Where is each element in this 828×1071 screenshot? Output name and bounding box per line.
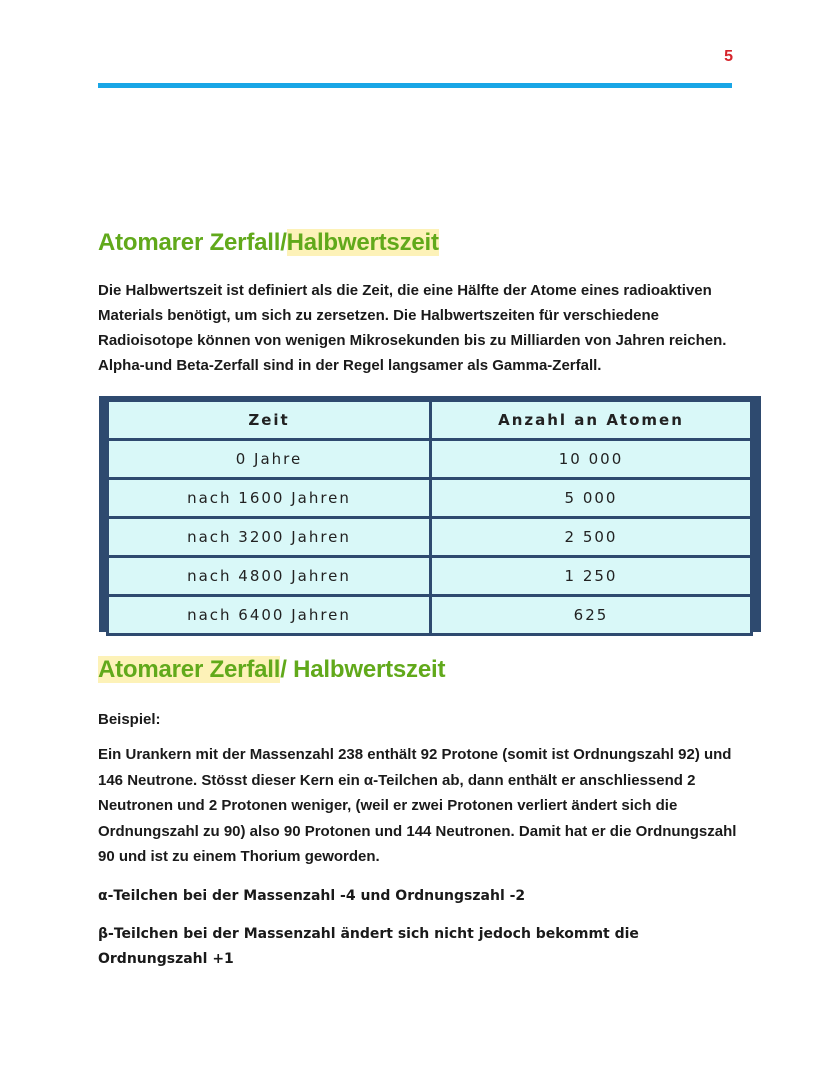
- cell-time: 0 Jahre: [108, 440, 431, 479]
- cell-time: nach 4800 Jahren: [108, 557, 431, 596]
- table-header-row: [108, 401, 752, 440]
- cell-count: 5 000: [431, 479, 752, 518]
- top-divider: [98, 83, 732, 88]
- example-paragraph: Ein Urankern mit der Massenzahl 238 enthält 92 Protone (somit ist Ordnungszahl 92) und 146 Neutrone. Stösst dieser Kern ein α-Teilchen ab, dann enthält er anschliessend 2 Neutronen und 2 Protonen weniger, (weil er zwei Protonen verliert ändert sich die Ordnungszahl zu 90) also 90 Protonen und 144 Neutronen. Damit hat er die Ordnungszahl 90 und ist zu einem Thorium geworden.: [98, 746, 737, 866]
- section-title-halbwertszeit: [98, 228, 439, 258]
- beta-note: β-Teilchen bei der Massenzahl ändert sich nicht jedoch bekommt die Ordnungszahl +1: [98, 926, 639, 967]
- title-highlight: Halbwertszeit: [286, 229, 439, 256]
- halflife-table-frame: [99, 396, 761, 632]
- cell-time: nach 3200 Jahren: [108, 518, 431, 557]
- cell-time: nach 1600 Jahren: [108, 479, 431, 518]
- page-number: 5: [724, 48, 733, 65]
- title-part: / Halbwertszeit: [280, 656, 446, 683]
- cell-count: 10 000: [431, 440, 752, 479]
- table-row: [108, 479, 752, 518]
- title-part: Atomarer Zerfall/: [98, 229, 287, 256]
- table-row: [108, 518, 752, 557]
- halflife-table: [106, 399, 753, 636]
- header-anzahl: Anzahl an Atomen: [431, 401, 752, 440]
- example-label: Beispiel:: [98, 711, 161, 728]
- cell-count: 2 500: [431, 518, 752, 557]
- cell-time: nach 6400 Jahren: [108, 596, 431, 635]
- table-row: [108, 596, 752, 635]
- definition-paragraph: Die Halbwertszeit ist definiert als die Zeit, die eine Hälfte der Atome eines radioaktiven Materials benötigt, um sich zu zersetzen. Die Halbwertszeiten für verschiedene Radioisotope können von wenigen Mikrosekunden bis zu Milliarden von Jahren reichen. Alpha-und Beta-Zerfall sind in der Regel langsamer als Gamma-Zerfall.: [98, 282, 727, 374]
- section-title-zerfall: [98, 655, 445, 685]
- cell-count: 625: [431, 596, 752, 635]
- table-row: [108, 557, 752, 596]
- table-row: [108, 440, 752, 479]
- alpha-note: α-Teilchen bei der Massenzahl -4 und Ordnungszahl -2: [98, 888, 526, 904]
- title-highlight: Atomarer Zerfall: [98, 656, 281, 683]
- header-zeit: Zeit: [108, 401, 431, 440]
- cell-count: 1 250: [431, 557, 752, 596]
